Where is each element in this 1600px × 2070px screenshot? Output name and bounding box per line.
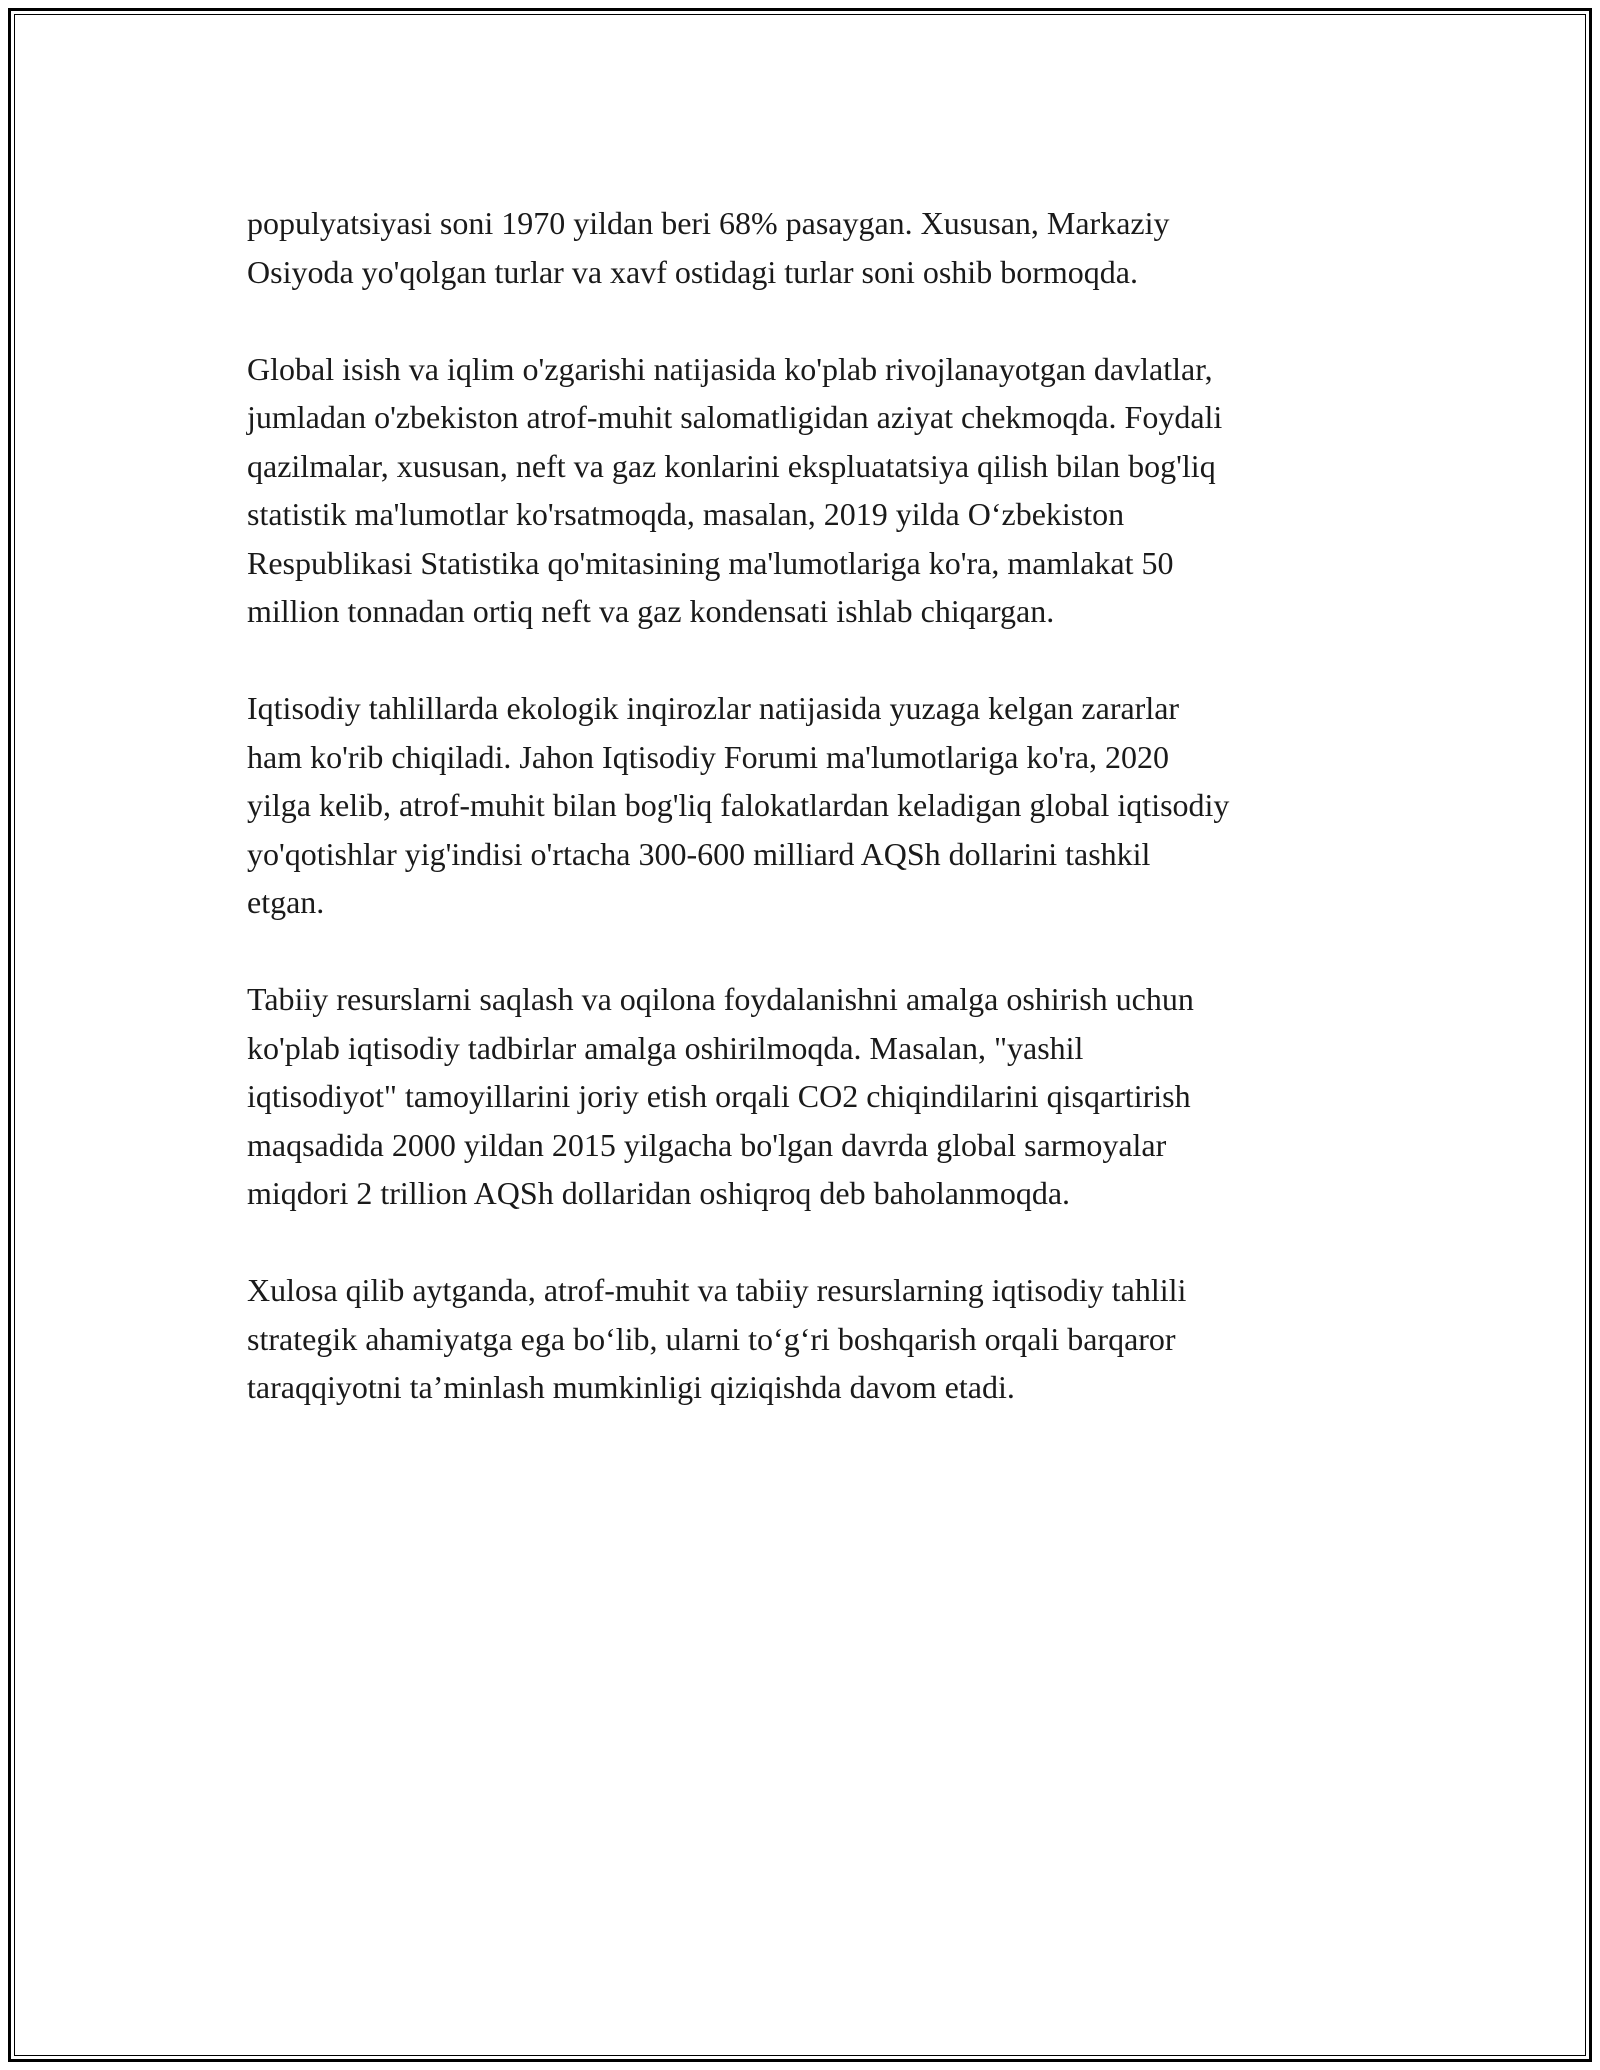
paragraph: Xulosa qilib aytganda, atrof-muhit va tabiiy resurslarning iqtisodiy tahlili strategik ahamiyatga ega bo‘lib, ularni to‘g‘ri boshqarish orqali barqaror taraqqiyotni ta’minlash mumkinligi qiziqishda davom etadi. xyxy=(247,1272,1187,1405)
page-frame xyxy=(8,8,1592,2062)
paragraph: Iqtisodiy tahlillarda ekologik inqirozlar natijasida yuzaga kelgan zararlar ham ko'rib chiqiladi. Jahon Iqtisodiy Forumi ma'lumotlariga ko'ra, 2020 yilga kelib, atrof-muhit bilan bog'liq falokatlardan keladigan global iqtisodiy yo'qotishlar yig'indisi o'rtacha 300-600 milliard AQSh dollarini tashkil etgan. xyxy=(247,690,1230,920)
paragraph: Global isish va iqlim o'zgarishi natijasida ko'plab rivojlanayotgan davlatlar, jumladan o'zbekiston atrof-muhit salomatligidan aziyat chekmoqda. Foydali qazilmalar, xususan, neft va gaz konlarini ekspluatatsiya qilish bilan bog'liq statistik ma'lumotlar ko'rsatmoqda, masalan, 2019 yilda O‘zbekiston Respublikasi Statistika qo'mitasining ma'lumotlariga ko'ra, mamlakat 50 million tonnadan ortiq neft va gaz kondensati ishlab chiqargan. xyxy=(247,350,1223,629)
paragraph: Tabiiy resurslarni saqlash va oqilona foydalanishni amalga oshirish uchun ko'plab iqtisodiy tadbirlar amalga oshirilmoqda. Masalan, "yashil iqtisodiyot" tamoyillarini joriy etish orqali CO2 chiqindilarini qisqartirish maqsadida 2000 yildan 2015 yilgacha bo'lgan davrda global sarmoyalar miqdori 2 trillion AQSh dollaridan oshiqroq deb baholanmoqda. xyxy=(247,981,1194,1211)
paragraph: populyatsiyasi soni 1970 yildan beri 68% pasaygan. Xususan, Markaziy Osiyoda yo'qolgan turlar va xavf ostidagi turlar soni oshib bormoqda. xyxy=(247,205,1170,290)
document-body xyxy=(247,199,1387,1460)
